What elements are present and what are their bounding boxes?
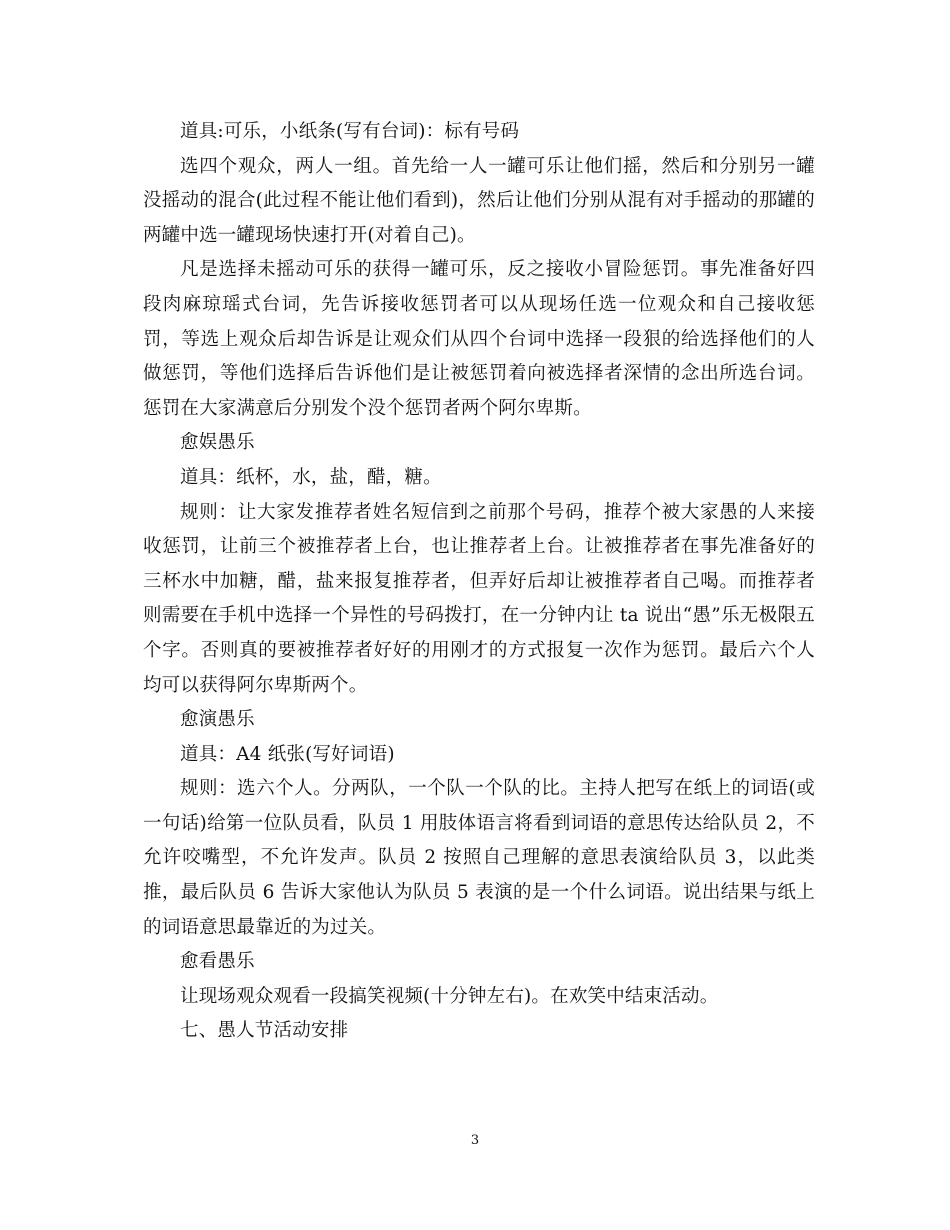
page-number: 3	[470, 1133, 480, 1148]
props-line-cola: 道具:可乐，小纸条(写有台词)：标有号码	[180, 121, 520, 142]
section-heading-yuyan: 愈演愚乐	[180, 709, 255, 731]
paragraph-cola-game-rules: 选四个观众，两人一组。首先给一人一罐可乐让他们摇，然后和分别另一罐没摇动的混合(此过程不能让他们看到)，然后让他们分别从混有对手摇动的那罐的两罐中选一罐现场快速打开(对着自己)。	[143, 155, 815, 246]
document-body	[143, 115, 815, 1049]
props-line-yuyu: 道具：纸杯，水，盐，醋，糖。	[180, 466, 442, 488]
rules-paragraph-yuyan: 规则：选六个人。分两队，一个队一个队的比。主持人把写在纸上的词语(或一句话)给第一位队员看，队员 1 用肢体语言将看到词语的意思传达给队员 2，不允许咬嘴型，不允许发声。队员 2 按照自己理解的意思表演给队员 3，以此类推，最后队员 6 告诉大家他认为队员 5 表演的是一个什么词语。说出结果与纸上的词语意思最靠近的为过关。	[143, 778, 815, 938]
rules-paragraph-yuyu: 规则：让大家发推荐者姓名短信到之前那个号码，推荐个被大家愚的人来接收惩罚，让前三个被推荐者上台，也让推荐者上台。让被推荐者在事先准备好的三杯水中加糖，醋，盐来报复推荐者，但弄好后却让被推荐者自己喝。而推荐者则需要在手机中选择一个异性的号码拨打，在一分钟内让 ta 说出“愚”乐无极限五个字。否则真的要被推荐者好好的用刚才的方式报复一次作为惩罚。最后六个人均可以获得阿尔卑斯两个。	[143, 501, 815, 696]
paragraph-video: 让现场观众观看一段搞笑视频(十分钟左右)。在欢笑中结束活动。	[180, 985, 719, 1007]
section-heading-yuyu: 愈娱愚乐	[180, 432, 255, 454]
section-heading-schedule: 七、愚人节活动安排	[180, 1020, 349, 1042]
paragraph-cola-punishment: 凡是选择未摇动可乐的获得一罐可乐，反之接收小冒险惩罚。事先准备好四段肉麻琼瑶式台词，先告诉接收惩罚者可以从现场任选一位观众和自己接收惩罚，等选上观众后却告诉是让观众们从四个台词中选择一段狠的给选择他们的人做惩罚，等他们选择后告诉他们是让被惩罚着向被选择者深情的念出所选台词。惩罚在大家满意后分别发个没个惩罚者两个阿尔卑斯。	[143, 259, 815, 419]
section-heading-yukan: 愈看愚乐	[180, 951, 255, 973]
props-line-yuyan: 道具：A4 纸张(写好词语)	[180, 743, 395, 765]
